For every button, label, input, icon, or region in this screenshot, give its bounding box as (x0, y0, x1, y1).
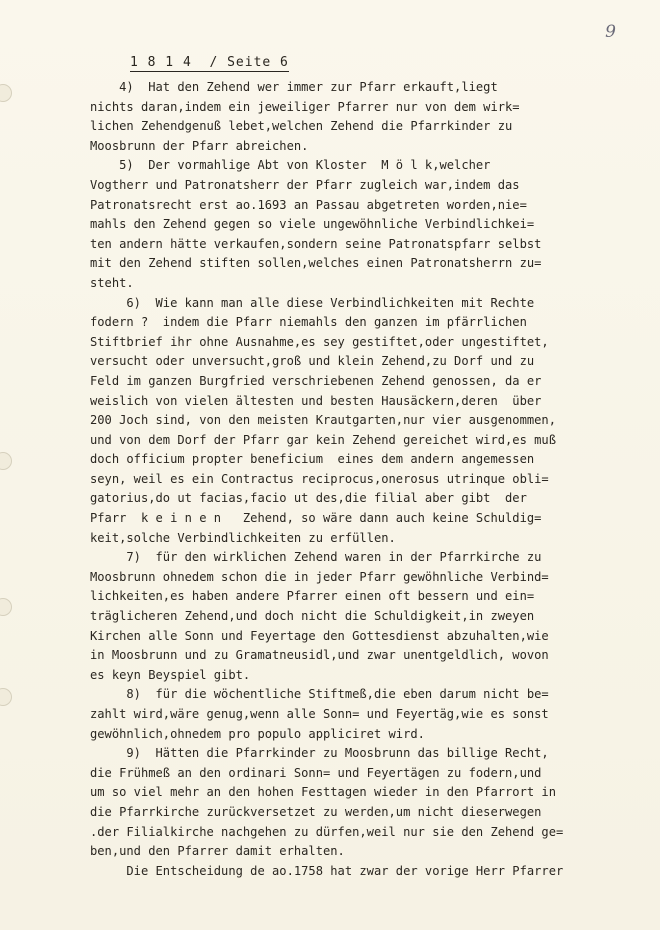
text-line: keit,solche Verbindlichkeiten zu erfüllen. (90, 530, 396, 545)
paragraph (90, 156, 650, 293)
text-line: in Moosbrunn und zu Gramatneusidl,und zwar unentgeldlich, wovon (90, 648, 549, 663)
text-line: Moosbrunn ohnedem schon die in jeder Pfarr gewöhnliche Verbind= (90, 569, 549, 584)
paragraph (90, 862, 650, 882)
text-line: um so viel mehr an den hohen Festtagen wieder in den Pfarrort in (90, 785, 556, 800)
paragraph (90, 78, 650, 156)
text-line: Moosbrunn der Pfarr abreichen. (90, 138, 309, 153)
text-line: Kirchen alle Sonn und Feyertage den Gottesdienst abzuhalten,wie (90, 628, 549, 643)
text-line: doch officium propter beneficium eines dem andern angemessen (90, 452, 535, 467)
text-line: Stiftbrief ihr ohne Ausnahme,es sey gestiftet,oder ungestiftet, (90, 334, 549, 349)
text-line: gatorius,do ut facias,facio ut des,die filial aber gibt der (90, 491, 527, 506)
text-line: es keyn Beyspiel gibt. (90, 667, 251, 682)
document-body (90, 78, 650, 881)
text-line: fodern ? indem die Pfarr niemahls den ganzen im pfärrlichen (90, 315, 527, 330)
paragraph (90, 294, 650, 549)
page-number: 9 (605, 22, 616, 42)
text-line: weislich von vielen ältesten und besten Hausäckern,deren über (90, 393, 542, 408)
page-header: 1 8 1 4 / Seite 6 (130, 55, 289, 70)
text-line: 5) Der vormahlige Abt von Kloster M ö l k,welcher (90, 158, 491, 173)
text-line: die Frühmeß an den ordinari Sonn= und Feyertägen zu fodern,und (90, 765, 542, 780)
paragraph (90, 744, 650, 862)
text-line: 6) Wie kann man alle diese Verbindlichkeiten mit Rechte (90, 295, 535, 310)
punch-hole (0, 598, 12, 616)
text-line: lichen Zehendgenuß lebet,welchen Zehend die Pfarrkinder zu (90, 119, 513, 134)
text-line: .der Filialkirche nachgehen zu dürfen,weil nur sie den Zehend ge= (90, 824, 564, 839)
punch-hole (0, 84, 12, 102)
text-line: Feld im ganzen Burgfried verschriebenen Zehend genossen, da er (90, 373, 542, 388)
paragraph (90, 548, 650, 685)
punch-hole (0, 688, 12, 706)
text-line: Vogtherr und Patronatsherr der Pfarr zugleich war,indem das (90, 177, 520, 192)
text-line: lichkeiten,es haben andere Pfarrer einen oft bessern und ein= (90, 589, 535, 604)
text-line: träglicheren Zehend,und doch nicht die Schuldigkeit,in zweyen (90, 609, 535, 624)
paragraph (90, 685, 650, 744)
text-line: Die Entscheidung de ao.1758 hat zwar der vorige Herr Pfarrer (90, 863, 564, 878)
text-line: nichts daran,indem ein jeweiliger Pfarrer nur von dem wirk= (90, 99, 520, 114)
text-line: seyn, weil es ein Contractus reciprocus,onerosus utrinque obli= (90, 471, 549, 486)
text-line: 8) für die wöchentliche Stiftmeß,die eben darum nicht be= (90, 687, 549, 702)
text-line: steht. (90, 275, 134, 290)
text-line: 4) Hat den Zehend wer immer zur Pfarr erkauft,liegt (90, 80, 498, 94)
text-line: ten andern hätte verkaufen,sondern seine Patronatspfarr selbst (90, 236, 542, 251)
text-line: Patronatsrecht erst ao.1693 an Passau abgetreten worden,nie= (90, 197, 527, 212)
text-line: versucht oder unversucht,groß und klein Zehend,zu Dorf und zu (90, 354, 535, 369)
text-line: ben,und den Pfarrer damit erhalten. (90, 844, 345, 859)
text-line: mit den Zehend stiften sollen,welches einen Patronatsherrn zu= (90, 256, 542, 271)
text-line: gewöhnlich,ohnedem pro populo appliciret wird. (90, 726, 425, 741)
text-line: 200 Joch sind, von den meisten Krautgarten,nur vier ausgenommen, (90, 413, 556, 428)
text-line: 7) für den wirklichen Zehend waren in der Pfarrkirche zu (90, 550, 542, 565)
text-line: zahlt wird,wäre genug,wenn alle Sonn= und Feyertäg,wie es sonst (90, 707, 549, 721)
text-line: Pfarr k e i n e n Zehend, so wäre dann auch keine Schuldig= (90, 511, 542, 526)
text-line: mahls den Zehend gegen so viele ungewöhnliche Verbindlichkei= (90, 217, 535, 232)
text-line: und von dem Dorf der Pfarr gar kein Zehend gereichet wird,es muß (90, 432, 556, 447)
punch-hole (0, 452, 12, 470)
text-line: die Pfarrkirche zurückversetzet zu werden,um nicht dieserwegen (90, 804, 542, 819)
text-line: 9) Hätten die Pfarrkinder zu Moosbrunn das billige Recht, (90, 746, 549, 761)
